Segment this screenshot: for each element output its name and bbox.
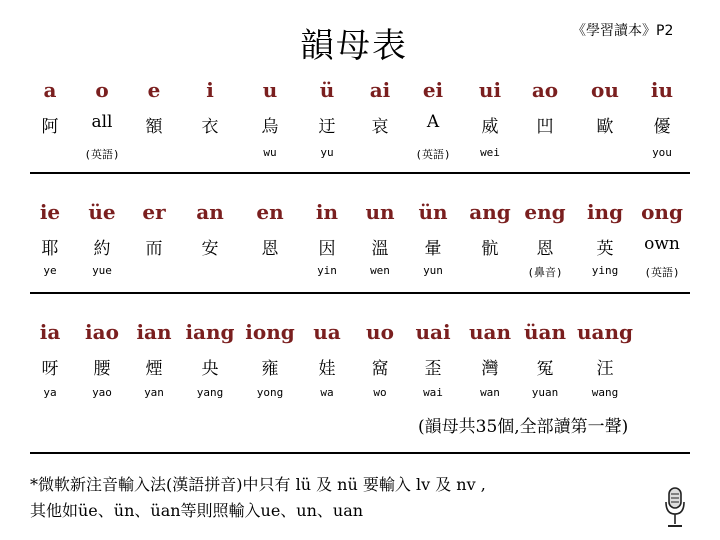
note-cell: yang (196, 386, 224, 399)
note-cell: yue (92, 264, 112, 277)
pinyin-cell: in (315, 200, 339, 224)
hanzi-cell: 歪 (424, 359, 442, 379)
hanzi-cell: 汪 (596, 359, 614, 379)
hanzi-cell: 衣 (201, 117, 219, 137)
pinyin-cell: ia (39, 320, 61, 344)
note-cell: yong (256, 386, 284, 399)
hanzi-cell: own (644, 234, 680, 254)
hanzi-cell: 迂 (318, 117, 336, 137)
hanzi-cell: 英 (596, 239, 614, 259)
hanzi-cell: 骯 (481, 239, 499, 259)
pinyin-cell: ün (418, 200, 448, 224)
pinyin-cell: o (95, 78, 109, 102)
pinyin-cell: ing (586, 200, 624, 224)
note-cell: wo (373, 386, 387, 399)
footnote-line-1: *微軟新注音輸入法(漢語拼音)中只有 lü 及 nü 要輸入 lv 及 nv , (30, 475, 486, 494)
note-cell: (英語) (644, 266, 680, 279)
note-cell: yan (144, 386, 164, 399)
pinyin-cell: i (206, 78, 214, 102)
pinyin-cell: ao (531, 78, 559, 102)
note-cell: wu (263, 146, 277, 159)
hanzi-cell: 額 (145, 117, 163, 137)
divider (30, 452, 690, 454)
hanzi-cell: 威 (481, 117, 499, 137)
hanzi-cell: 冤 (536, 359, 554, 379)
note-cell: wai (423, 386, 443, 399)
pinyin-cell: ei (422, 78, 444, 102)
hanzi-cell: 雍 (261, 359, 279, 379)
footnote-line-2: 其他如üe、ün、üan等則照輸入ue、un、uan (30, 501, 364, 520)
hanzi-cell: 溫 (371, 239, 389, 259)
pinyin-cell: üan (523, 320, 567, 344)
pinyin-cell: uo (366, 320, 394, 344)
hanzi-cell: 灣 (481, 359, 499, 379)
pinyin-cell: en (256, 200, 284, 224)
note-cell: yao (92, 386, 112, 399)
pinyin-cell: e (147, 78, 161, 102)
pinyin-cell: iong (245, 320, 295, 344)
pinyin-cell: uang (576, 320, 634, 344)
note-cell: (英語) (415, 148, 451, 161)
pinyin-cell: ie (39, 200, 61, 224)
divider (30, 172, 690, 174)
note-cell: ya (43, 386, 57, 399)
pinyin-cell: ai (369, 78, 391, 102)
hanzi-cell: 烏 (261, 117, 279, 137)
hanzi-cell: all (91, 112, 113, 132)
microphone-icon (662, 486, 688, 530)
pinyin-cell: u (262, 78, 278, 102)
note-cell: wa (320, 386, 334, 399)
pinyin-cell: ian (136, 320, 172, 344)
hanzi-cell: 腰 (93, 359, 111, 379)
footnote (30, 472, 486, 524)
pinyin-cell: un (365, 200, 395, 224)
note-cell: (英語) (84, 148, 120, 161)
note-cell: yuan (531, 386, 559, 399)
hanzi-cell: 凹 (536, 117, 554, 137)
note-cell: wang (591, 386, 619, 399)
pinyin-cell: iang (185, 320, 235, 344)
hanzi-cell: 哀 (371, 117, 389, 137)
hanzi-cell: 恩 (536, 239, 554, 259)
hanzi-cell: 央 (201, 359, 219, 379)
pinyin-cell: ang (469, 200, 511, 224)
hanzi-cell: 阿 (41, 117, 59, 137)
pinyin-cell: ua (313, 320, 341, 344)
pinyin-cell: uai (415, 320, 451, 344)
summary-note: (韻母共35個,全部讀第一聲) (418, 417, 629, 437)
hanzi-cell: 暈 (424, 239, 442, 259)
pinyin-cell: a (43, 78, 57, 102)
hanzi-cell: 耶 (41, 239, 59, 259)
pinyin-cell: üe (88, 200, 116, 224)
note-cell: yu (320, 146, 334, 159)
note-cell: wen (370, 264, 390, 277)
note-cell: wan (480, 386, 500, 399)
note-cell: (鼻音) (527, 266, 563, 279)
note-cell: wei (480, 146, 500, 159)
hanzi-cell: 約 (93, 239, 111, 259)
hanzi-cell: 因 (318, 239, 336, 259)
pinyin-cell: eng (524, 200, 566, 224)
page-reference: 《學習讀本》P2 (572, 23, 674, 39)
note-cell: you (652, 146, 672, 159)
hanzi-cell: 安 (201, 239, 219, 259)
pinyin-cell: ong (641, 200, 683, 224)
pinyin-cell: ü (319, 78, 335, 102)
note-cell: yin (317, 264, 337, 277)
note-cell: ye (43, 264, 57, 277)
hanzi-cell: 呀 (41, 359, 59, 379)
pinyin-cell: ou (591, 78, 619, 102)
page-title: 韻母表 (300, 26, 408, 66)
pinyin-cell: uan (468, 320, 512, 344)
pinyin-cell: ui (478, 78, 502, 102)
pinyin-cell: er (142, 200, 166, 224)
pinyin-cell: an (196, 200, 224, 224)
hanzi-cell: 恩 (261, 239, 279, 259)
hanzi-cell: 煙 (145, 359, 163, 379)
note-cell: yun (423, 264, 443, 277)
hanzi-cell: 娃 (318, 359, 336, 379)
hanzi-cell: 而 (145, 239, 163, 259)
pinyin-cell: iu (650, 78, 674, 102)
hanzi-cell: 窩 (371, 359, 389, 379)
hanzi-cell: 優 (653, 117, 671, 137)
note-cell: ying (591, 264, 619, 277)
pinyin-cell: iao (85, 320, 119, 344)
divider (30, 292, 690, 294)
hanzi-cell: A (426, 112, 440, 132)
hanzi-cell: 歐 (596, 117, 614, 137)
